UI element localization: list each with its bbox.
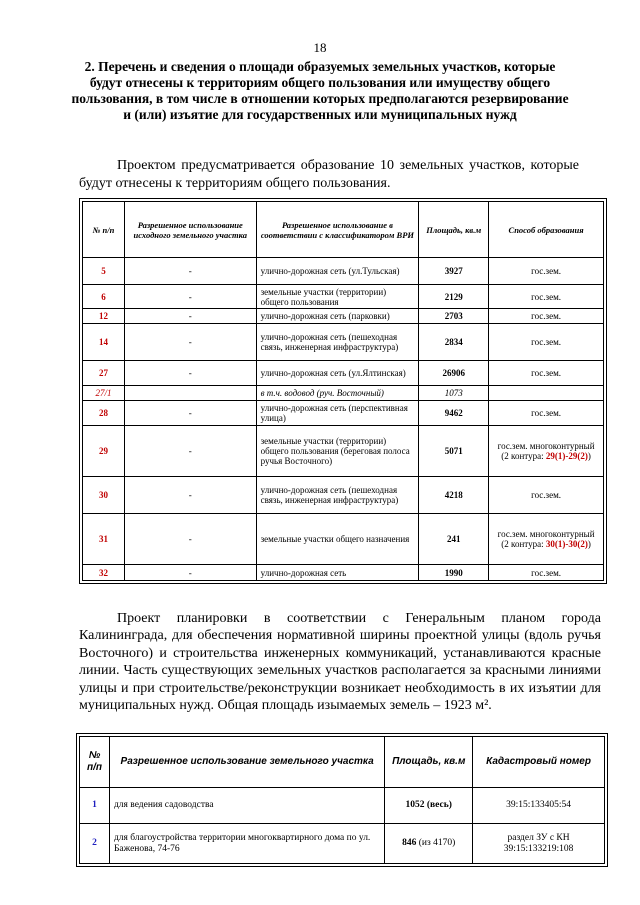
method-text: гос.зем. многоконтурный (2 контура: [497,529,595,549]
row-method: гос.зем. [489,309,604,324]
page-number: 18 [313,40,327,55]
seizure-table [79,736,605,864]
header-area: Площадь, кв.м [419,202,489,258]
row-num: 5 [83,258,125,285]
method-close: ) [587,451,591,461]
row-num: 2 [80,824,110,864]
section-heading: 2. Перечень и сведения о площади образуемых земельных участков, которые будут отнесены к территориям общего пользования или имуществу общего пользования, в том числе в отношении которых предполагаются резервирование и (или) изъятие для государственных или муниципальных нужд [71,59,569,122]
row-num: 1 [80,788,110,824]
header-cadastral: Кадастровый номер [473,737,605,788]
header-area: Площадь, кв.м [385,737,473,788]
row-vri: улично-дорожная сеть (ул.Ялтинская) [256,361,419,386]
table-row [83,361,604,386]
row-method: гос.зем. [489,401,604,426]
row-num: 14 [83,324,125,361]
row-num: 12 [83,309,125,324]
row-orig: - [124,514,256,565]
row-orig: - [124,324,256,361]
table-row [83,477,604,514]
header-num: № п/п [80,737,110,788]
row-vri: земельные участки (территории) общего пользования (береговая полоса ручья Восточного) [256,426,419,477]
header-method: Способ образования [489,202,604,258]
red-lines-paragraph: Проект планировки в соответствии с Генеральным планом города Калининграда, для обеспечения нормативной ширины проектной улицы (вдоль ручья Восточного) и строительства инженерных коммуникаций, устанавливаются красные линии. Часть существующих земельных участков располагается за красными линиями улицы и при строительстве/реконструкции возникает необходимость в их изъятии для муниципальных нужд. Общая площадь изымаемых земель – 1923 м². [79,611,601,714]
row-method: гос.зем. [489,285,604,309]
row-vri: в т.ч. водовод (руч. Восточный) [256,386,419,401]
table-row [83,258,604,285]
header-orig-use: Разрешенное использование исходного земельного участка [124,202,256,258]
row-num: 31 [83,514,125,565]
contour-ref: 29(1)-29(2) [545,451,588,461]
row-orig: - [124,285,256,309]
row-vri: земельные участки общего назначения [256,514,419,565]
row-vri: улично-дорожная сеть (пешеходная связь, инженерная инфраструктура) [256,477,419,514]
row-num: 32 [83,565,125,581]
table-row [83,324,604,361]
row-area: 3927 [419,258,489,285]
row-area: 2129 [419,285,489,309]
table-row-sub [83,386,604,401]
row-orig [124,386,256,401]
table-row [83,565,604,581]
plots-table [82,201,604,581]
table-row [83,426,604,477]
row-use: для ведения садоводства [109,788,384,824]
row-area: 241 [419,514,489,565]
area-value: 1052 [405,800,425,810]
table-row [83,309,604,324]
row-vri: улично-дорожная сеть [256,565,419,581]
row-area: 1990 [419,565,489,581]
row-num: 29 [83,426,125,477]
intro-paragraph: Проектом предусматривается образование 10 земельных участков, которые будут отнесены к территориям общего пользования. [79,158,579,191]
row-area: 4218 [419,477,489,514]
row-num: 28 [83,401,125,426]
row-orig: - [124,477,256,514]
row-use: для благоустройства территории многоквартирного дома по ул. Баженова, 74-76 [109,824,384,864]
table-row [80,788,605,824]
row-area: 2703 [419,309,489,324]
table-row [83,285,604,309]
row-num: 27/1 [83,386,125,401]
row-method: гос.зем. [489,565,604,581]
header-vri: Разрешенное использование в соответствии с классификатором ВРИ [256,202,419,258]
row-num: 6 [83,285,125,309]
contour-ref: 30(1)-30(2) [545,539,588,549]
row-orig: - [124,426,256,477]
row-area: 9462 [419,401,489,426]
area-note: (весь) [424,800,452,810]
row-method: гос.зем. [489,258,604,285]
row-vri: земельные участки (территории) общего пользования [256,285,419,309]
row-area: 5071 [419,426,489,477]
header-num: № п/п [83,202,125,258]
row-method: гос.зем. [489,324,604,361]
area-value: 846 [402,838,417,848]
row-method: гос.зем. [489,477,604,514]
row-num: 30 [83,477,125,514]
table-row [83,401,604,426]
row-area [385,788,473,824]
row-area [385,824,473,864]
table-row [83,514,604,565]
row-cadastral: раздел ЗУ с КН 39:15:133219:108 [473,824,605,864]
header-use: Разрешенное использование земельного участка [109,737,384,788]
row-orig: - [124,401,256,426]
row-area: 26906 [419,361,489,386]
row-orig: - [124,361,256,386]
row-orig: - [124,565,256,581]
row-orig: - [124,309,256,324]
seizure-table-header [80,737,605,788]
row-area: 2834 [419,324,489,361]
row-vri: улично-дорожная сеть (парковки) [256,309,419,324]
table-row [80,824,605,864]
row-num: 27 [83,361,125,386]
row-orig: - [124,258,256,285]
row-area: 1073 [419,386,489,401]
plots-table-header [83,202,604,258]
area-note: (из 4170) [416,838,456,848]
row-vri: улично-дорожная сеть (пешеходная связь, инженерная инфраструктура) [256,324,419,361]
row-method [489,426,604,477]
row-vri: улично-дорожная сеть (ул.Тульская) [256,258,419,285]
method-close: ) [587,539,591,549]
method-text: гос.зем. многоконтурный (2 контура: [497,441,595,461]
row-method [489,386,604,401]
row-cadastral: 39:15:133405:54 [473,788,605,824]
row-method: гос.зем. [489,361,604,386]
row-method [489,514,604,565]
row-vri: улично-дорожная сеть (перспективная улица) [256,401,419,426]
